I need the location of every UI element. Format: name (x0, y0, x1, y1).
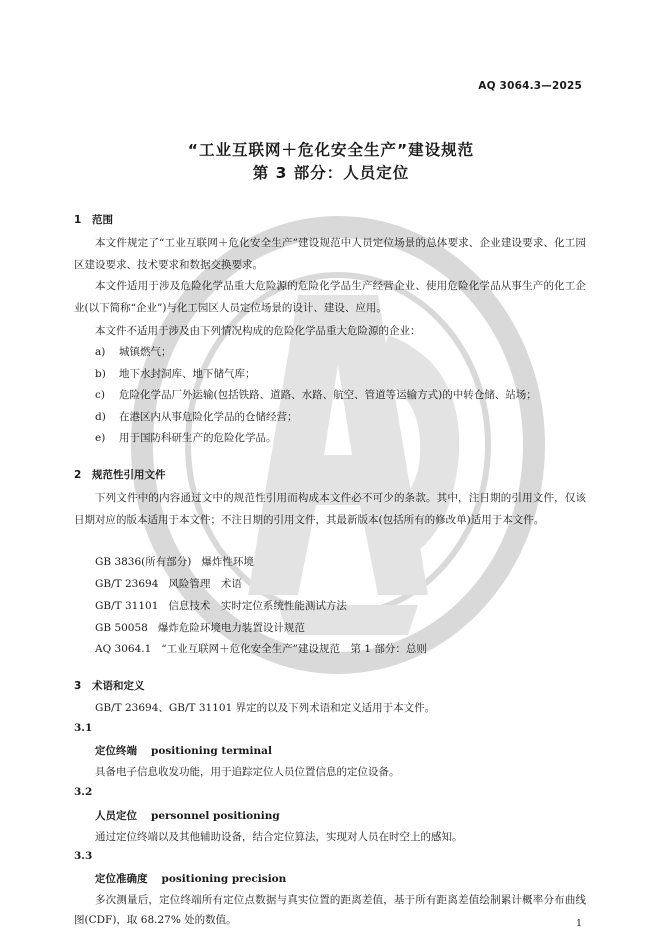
reference-code: GB/T 31101 (95, 600, 159, 612)
paragraph: 本文件适用于涉及危险化学品重大危险源的危险化学品生产经营企业、使用危险化学品从事生产的化工企业(以下简称“企业”)与化工园区人员定位场景的设计、建设、应用。 (74, 280, 586, 314)
paragraph: 本文件规定了“工业互联网＋危化安全生产”建设规范中人员定位场景的总体要求、企业建设要求、化工园区建设要求、技术要求和数据交换要求。 (74, 237, 586, 271)
list-marker: d) (95, 411, 106, 423)
standard-number: AQ 3064.3—2025 (478, 80, 582, 92)
term-definition: 多次测量后，定位终端所有定位点数据与真实位置的距离差值，基于所有距离差值绘制累计概率分布曲线图(CDF)，取 68.27% 处的数值。 (74, 894, 586, 926)
section-number: 1 (74, 214, 82, 226)
section-title: 术语和定义 (92, 680, 145, 692)
reference-title: “工业互联网＋危化安全生产”建设规范 第 1 部分：总则 (161, 643, 427, 655)
reference-title: 爆炸性环境 (201, 556, 254, 568)
term-definition: 通过定位终端以及其他辅助设备，结合定位算法，实现对人员在时空上的感知。 (95, 831, 463, 843)
reference-item (95, 641, 427, 656)
section-number: 2 (74, 469, 82, 481)
reference-item (95, 576, 242, 591)
term-chinese: 定位终端 (95, 745, 137, 757)
page-number: 1 (575, 918, 582, 929)
term-heading (95, 743, 272, 758)
reference-item (95, 554, 254, 569)
term-heading (95, 808, 280, 823)
term-english: personnel positioning (151, 810, 280, 822)
term-chinese: 定位准确度 (95, 873, 148, 885)
list-item (95, 344, 172, 359)
reference-title: 信息技术 实时定位系统性能测试方法 (168, 600, 347, 612)
reference-code: AQ 3064.1 (95, 643, 152, 655)
term-english: positioning precision (161, 873, 287, 885)
reference-title: 爆炸危险环境电力装置设计规范 (157, 622, 305, 634)
list-item (95, 387, 537, 402)
section-heading-scope (74, 212, 113, 227)
reference-item (95, 620, 305, 635)
section-title: 范围 (92, 214, 113, 226)
list-marker: b) (95, 368, 106, 380)
term-definition: 具备电子信息收发功能，用于追踪定位人员位置信息的定位设备。 (95, 766, 400, 778)
section-heading-terms-and-definitions (74, 678, 145, 693)
document-title: “工业互联网＋危化安全生产”建设规范 (187, 141, 475, 159)
term-number: 3.2 (74, 786, 93, 798)
term-heading (95, 871, 286, 886)
list-marker: c) (95, 389, 105, 401)
term-chinese: 人员定位 (95, 810, 137, 822)
list-item (95, 409, 298, 424)
list-text: 危险化学品厂外运输(包括铁路、道路、水路、航空、管道等运输方式)的中转仓储、站场； (119, 389, 537, 401)
section-title: 规范性引用文件 (92, 469, 166, 481)
paragraph: 下列文件中的内容通过文中的规范性引用而构成本文件必不可少的条款。其中，注日期的引用文件，仅该日期对应的版本适用于本文件；不注日期的引用文件，其最新版本(包括所有的修改单)适用于本文件。 (74, 492, 586, 526)
list-marker: a) (95, 346, 106, 358)
term-number: 3.3 (74, 850, 93, 862)
paragraph: GB/T 23694、GB/T 31101 界定的以及下列术语和定义适用于本文件。 (95, 702, 436, 714)
list-text: 城镇燃气； (119, 346, 172, 358)
paragraph: 本文件不适用于涉及由下列情况构成的危险化学品重大危险源的企业： (95, 325, 421, 337)
list-item (95, 430, 277, 445)
section-heading-normative-references (74, 467, 166, 482)
list-item (95, 366, 256, 381)
section-number: 3 (74, 680, 82, 692)
list-text: 在港区内从事危险化学品的仓储经营； (119, 411, 298, 423)
reference-code: GB/T 23694 (95, 578, 159, 590)
document-subtitle: 第 3 部分：人员定位 (252, 164, 410, 182)
reference-code: GB 50058 (95, 622, 148, 634)
list-marker: e) (95, 432, 106, 444)
reference-title: 风险管理 术语 (168, 578, 242, 590)
list-text: 地下水封洞库、地下储气库； (119, 368, 256, 380)
term-number: 3.1 (74, 722, 93, 734)
reference-code: GB 3836(所有部分) (95, 556, 192, 568)
reference-item (95, 598, 347, 613)
list-text: 用于国防科研生产的危险化学品。 (119, 432, 277, 444)
term-english: positioning terminal (151, 745, 272, 757)
